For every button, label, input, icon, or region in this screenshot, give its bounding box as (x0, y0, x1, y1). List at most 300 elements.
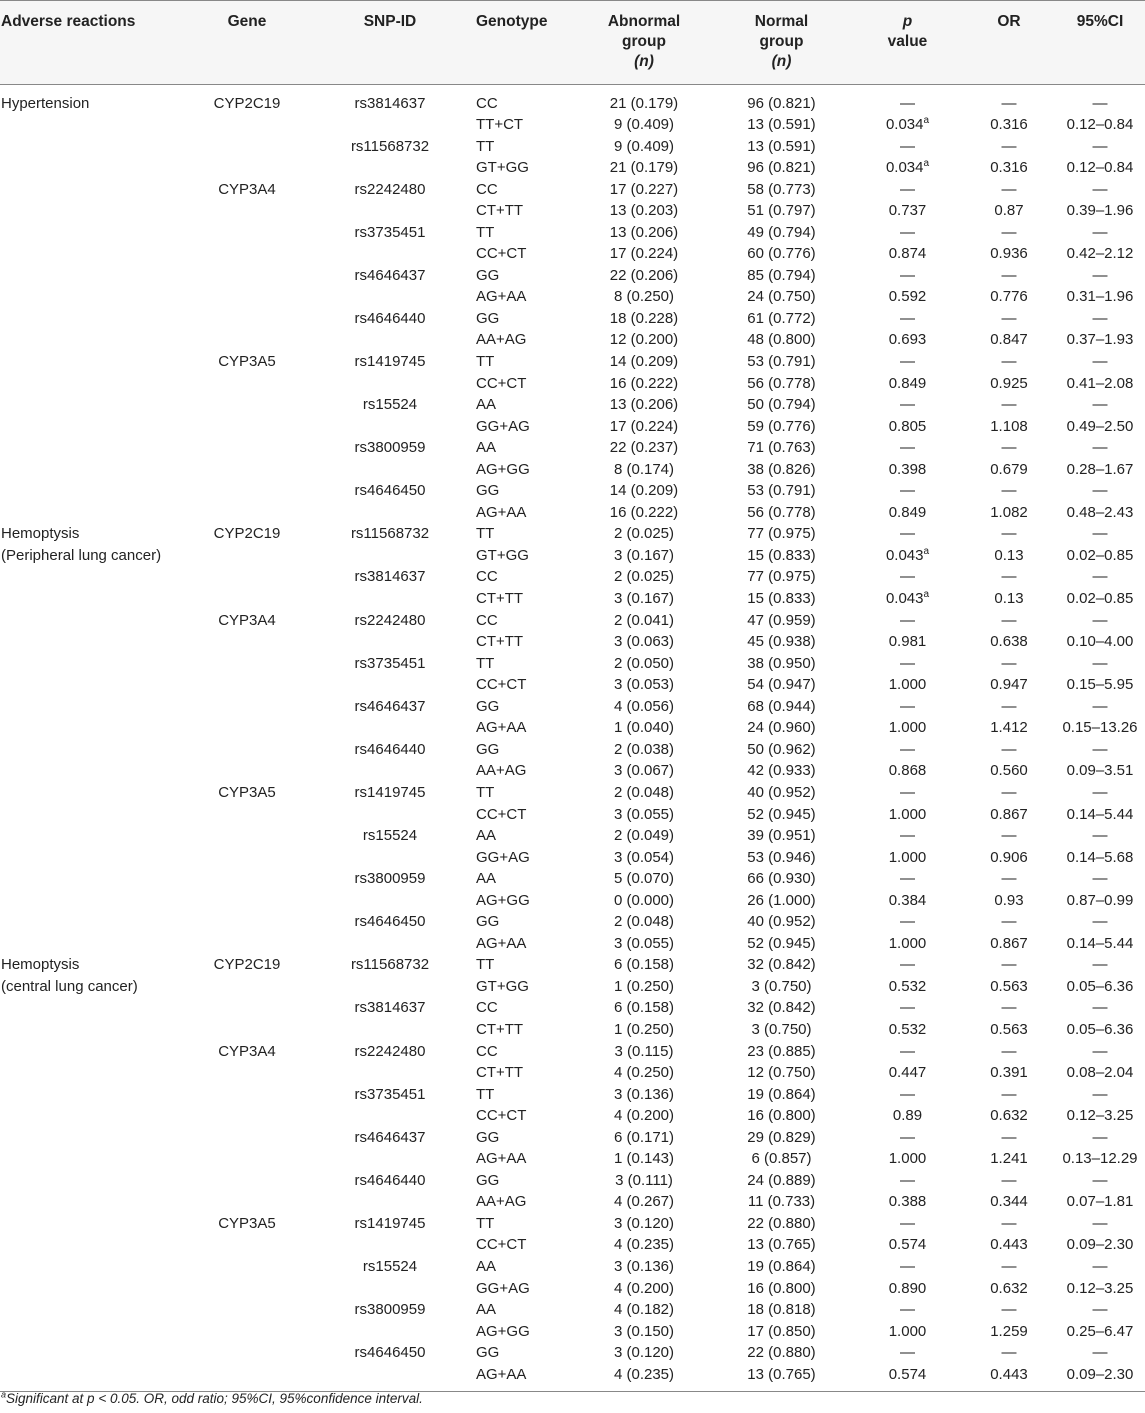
cell-ci-text: — (1092, 180, 1108, 198)
cell-p-value (852, 373, 963, 395)
cell-abnormal-group (577, 954, 711, 976)
table-row (0, 1191, 1145, 1213)
cell-adverse-reaction (0, 1105, 188, 1127)
cell-genotype-text: CC+CT (476, 1107, 527, 1125)
table-row (0, 1321, 1145, 1343)
cell-abnormal-group (577, 1127, 711, 1149)
cell-or (963, 782, 1055, 804)
cell-or-text: 0.925 (990, 374, 1028, 392)
cell-normal-group-text: 3 (0.750) (751, 1020, 812, 1038)
cell-genotype (474, 545, 577, 567)
cell-or (963, 200, 1055, 222)
cell-normal-group (711, 1084, 852, 1106)
cell-snp-id-text: rs11568732 (350, 956, 430, 974)
cell-ci (1055, 1062, 1145, 1084)
cell-or (963, 588, 1055, 610)
cell-gene (188, 308, 306, 330)
cell-abnormal-group (577, 394, 711, 416)
table-row (0, 394, 1145, 416)
cell-adverse-reaction (0, 394, 188, 416)
cell-p-value-text: 0.849 (888, 503, 927, 521)
cell-adverse-reaction (0, 286, 188, 308)
cell-snp-id (306, 1299, 474, 1321)
cell-p-value (852, 222, 963, 244)
cell-abnormal-group-text: 21 (0.179) (609, 95, 679, 112)
cell-adverse-reaction (0, 243, 188, 265)
cell-genotype (474, 265, 577, 287)
cell-normal-group (711, 85, 852, 115)
table-row (0, 976, 1145, 998)
cell-p-value (852, 1278, 963, 1300)
cell-abnormal-group (577, 1041, 711, 1063)
cell-genotype (474, 502, 577, 524)
cell-ci-text: 0.14–5.44 (1066, 805, 1134, 823)
cell-normal-group-text: 23 (0.885) (747, 1042, 816, 1060)
cell-p-value-text: 0.890 (888, 1279, 927, 1297)
table-row (0, 760, 1145, 782)
cell-normal-group-text: 24 (0.750) (747, 288, 816, 306)
cell-abnormal-group-text: 13 (0.206) (609, 223, 679, 241)
cell-adverse-reaction (0, 1213, 188, 1235)
header-normal-group-n: (n) (771, 53, 792, 70)
cell-normal-group (711, 1213, 852, 1235)
cell-snp-id (306, 1342, 474, 1364)
cell-ci-text: — (1092, 1257, 1108, 1275)
cell-normal-group (711, 523, 852, 545)
cell-gene (188, 1321, 306, 1343)
cell-genotype-text: AA (476, 439, 497, 457)
cell-genotype (474, 588, 577, 610)
cell-normal-group-text: 85 (0.794) (747, 266, 816, 284)
cell-normal-group-text: 13 (0.591) (747, 116, 816, 133)
cell-abnormal-group-text: 4 (0.267) (613, 1193, 675, 1211)
cell-gene (188, 480, 306, 502)
cell-or (963, 1084, 1055, 1106)
cell-or-text: 0.563 (990, 977, 1028, 995)
cell-adverse-reaction (0, 1127, 188, 1149)
header-abnormal-group-label: Abnormal group (607, 13, 681, 50)
cell-or (963, 1321, 1055, 1343)
cell-abnormal-group (577, 308, 711, 330)
table-header-row (0, 1, 1145, 85)
cell-p-value (852, 437, 963, 459)
cell-or (963, 351, 1055, 373)
cell-snp-id (306, 588, 474, 610)
cell-abnormal-group-text: 6 (0.158) (613, 999, 675, 1017)
cell-ci (1055, 1019, 1145, 1041)
cell-gene (188, 179, 306, 201)
table-row (0, 329, 1145, 351)
cell-gene (188, 631, 306, 653)
table-row (0, 351, 1145, 373)
cell-ci (1055, 588, 1145, 610)
cell-snp-id-text: rs4646450 (354, 1344, 426, 1362)
cell-p-value-text: — (900, 482, 915, 500)
cell-genotype (474, 653, 577, 675)
cell-ci (1055, 1191, 1145, 1213)
cell-normal-group (711, 588, 852, 610)
cell-abnormal-group (577, 1234, 711, 1256)
cell-genotype-text: TT (476, 956, 495, 974)
cell-adverse-reaction (0, 222, 188, 244)
cell-or-text: — (1001, 137, 1017, 155)
cell-adverse-reaction (0, 480, 188, 502)
cell-normal-group (711, 157, 852, 179)
cell-adverse-reaction (0, 373, 188, 395)
cell-or-text: — (1001, 396, 1017, 414)
cell-adverse-reaction (0, 717, 188, 739)
header-p-value-label: value (887, 33, 928, 50)
cell-genotype (474, 610, 577, 632)
cell-or-text: 1.241 (990, 1150, 1028, 1168)
cell-normal-group (711, 200, 852, 222)
cell-ci (1055, 868, 1145, 890)
cell-abnormal-group (577, 933, 711, 955)
cell-or-text: 1.412 (990, 719, 1028, 737)
cell-p-value-text: — (900, 1128, 915, 1146)
cell-ci-text: 0.48–2.43 (1066, 503, 1134, 521)
cell-normal-group-text: 24 (0.960) (747, 719, 816, 737)
cell-abnormal-group (577, 911, 711, 933)
cell-abnormal-group (577, 717, 711, 739)
cell-snp-id-text: rs3735451 (354, 654, 426, 672)
cell-adverse-reaction (0, 1084, 188, 1106)
cell-ci (1055, 954, 1145, 976)
table-row (0, 502, 1145, 524)
cell-adverse-reaction (0, 136, 188, 158)
cell-gene (188, 416, 306, 438)
cell-normal-group (711, 222, 852, 244)
cell-ci-text: — (1092, 1085, 1108, 1103)
header-adverse-reactions: Adverse reactions (0, 1, 188, 85)
cell-abnormal-group (577, 523, 711, 545)
cell-ci-text: — (1092, 999, 1108, 1017)
cell-p-value (852, 1127, 963, 1149)
cell-snp-id-text: rs15524 (362, 396, 418, 414)
cell-ci (1055, 437, 1145, 459)
cell-abnormal-group-text: 14 (0.209) (609, 482, 679, 500)
cell-normal-group (711, 825, 852, 847)
cell-abnormal-group (577, 739, 711, 761)
cell-normal-group-text: 51 (0.797) (747, 202, 816, 220)
cell-normal-group-text: 12 (0.750) (747, 1064, 816, 1082)
cell-adverse-reaction (0, 1170, 188, 1192)
cell-p-value-text: — (900, 180, 915, 198)
cell-or (963, 265, 1055, 287)
cell-gene (188, 911, 306, 933)
cell-or-text: — (1001, 740, 1017, 758)
cell-ci (1055, 739, 1145, 761)
cell-normal-group-text: 50 (0.962) (747, 740, 816, 758)
cell-p-value (852, 459, 963, 481)
cell-abnormal-group (577, 265, 711, 287)
cell-genotype (474, 523, 577, 545)
cell-p-value (852, 847, 963, 869)
cell-adverse-reaction (0, 782, 188, 804)
table-row (0, 804, 1145, 826)
cell-normal-group-text: 32 (0.842) (747, 956, 816, 974)
cell-normal-group-text: 13 (0.765) (747, 1236, 816, 1254)
cell-or (963, 437, 1055, 459)
cell-genotype-text: CC+CT (476, 805, 527, 823)
cell-ci-text: 0.87–0.99 (1066, 891, 1134, 909)
cell-ci-text: 0.10–4.00 (1066, 633, 1134, 651)
cell-genotype-text: AG+AA (476, 288, 527, 306)
cell-ci (1055, 200, 1145, 222)
cell-snp-id-text: rs2242480 (354, 180, 426, 198)
cell-normal-group (711, 1170, 852, 1192)
cell-abnormal-group (577, 85, 711, 115)
table-row (0, 1256, 1145, 1278)
cell-normal-group-text: 40 (0.952) (747, 783, 816, 801)
cell-snp-id (306, 933, 474, 955)
cell-normal-group (711, 610, 852, 632)
cell-p-value-text: — (900, 1042, 915, 1060)
cell-ci (1055, 1213, 1145, 1235)
cell-or-text: — (1001, 1128, 1017, 1146)
cell-genotype-text: GT+GG (476, 546, 529, 564)
cell-snp-id-text: rs4646440 (354, 740, 426, 758)
cell-p-value-text: — (900, 137, 915, 155)
table-row (0, 696, 1145, 718)
cell-gene (188, 545, 306, 567)
cell-or (963, 933, 1055, 955)
cell-or (963, 179, 1055, 201)
cell-adverse-reaction (0, 933, 188, 955)
cell-ci (1055, 480, 1145, 502)
cell-adverse-reaction (0, 804, 188, 826)
table-row (0, 459, 1145, 481)
cell-p-value (852, 1170, 963, 1192)
cell-genotype-text: AG+AA (476, 719, 527, 737)
cell-p-value-text: 0.034 (885, 159, 924, 177)
cell-genotype (474, 717, 577, 739)
cell-adverse-reaction-text: (central lung cancer) (1, 977, 138, 995)
cell-ci-text: — (1092, 1344, 1108, 1362)
cell-abnormal-group (577, 976, 711, 998)
cell-p-value (852, 394, 963, 416)
cell-adverse-reaction-text: Hemoptysis (1, 525, 80, 543)
cell-normal-group-text: 15 (0.833) (747, 546, 816, 564)
cell-ci-text: — (1092, 783, 1108, 801)
cell-p-value-text: 1.000 (888, 1150, 927, 1168)
cell-or-text: 0.93 (994, 891, 1024, 909)
cell-or-text: — (1001, 956, 1017, 974)
cell-abnormal-group-text: 2 (0.025) (613, 525, 675, 543)
cell-or-text: — (1001, 482, 1017, 500)
table-row (0, 265, 1145, 287)
cell-p-value-text: — (900, 697, 915, 715)
cell-ci-text: 0.14–5.68 (1066, 848, 1134, 866)
cell-adverse-reaction (0, 114, 188, 136)
cell-p-value (852, 114, 963, 136)
cell-snp-id-text: rs15524 (362, 827, 418, 845)
cell-genotype (474, 416, 577, 438)
table-row (0, 1041, 1145, 1063)
table-row (0, 1364, 1145, 1392)
cell-genotype-text: CT+TT (476, 1020, 524, 1038)
cell-normal-group (711, 351, 852, 373)
cell-p-value (852, 1062, 963, 1084)
cell-abnormal-group (577, 674, 711, 696)
cell-genotype (474, 847, 577, 869)
cell-snp-id (306, 976, 474, 998)
cell-genotype (474, 286, 577, 308)
cell-genotype-text: CC (476, 180, 498, 198)
cell-ci (1055, 286, 1145, 308)
cell-genotype (474, 243, 577, 265)
cell-abnormal-group-text: 4 (0.200) (613, 1107, 675, 1125)
cell-genotype-text: GG (476, 1128, 500, 1146)
cell-p-value-text: — (900, 870, 915, 888)
cell-snp-id-text: rs11568732 (350, 525, 430, 543)
cell-or-text: — (1001, 654, 1017, 672)
cell-normal-group (711, 394, 852, 416)
cell-or (963, 1062, 1055, 1084)
cell-p-value (852, 1019, 963, 1041)
cell-snp-id (306, 760, 474, 782)
header-gene: Gene (188, 1, 306, 85)
cell-normal-group-text: 45 (0.938) (747, 633, 816, 651)
cell-abnormal-group (577, 653, 711, 675)
cell-ci (1055, 1041, 1145, 1063)
cell-ci-text: 0.12–3.25 (1066, 1279, 1134, 1297)
cell-p-value-text: 0.034 (885, 116, 924, 133)
cell-genotype (474, 782, 577, 804)
cell-normal-group (711, 674, 852, 696)
cell-p-value-text: — (900, 353, 915, 371)
cell-or-text: 1.108 (990, 417, 1028, 435)
cell-ci (1055, 265, 1145, 287)
cell-normal-group (711, 1127, 852, 1149)
cell-snp-id-text: rs4646437 (354, 697, 426, 715)
cell-snp-id (306, 373, 474, 395)
cell-snp-id (306, 179, 474, 201)
cell-abnormal-group (577, 782, 711, 804)
cell-snp-id (306, 1321, 474, 1343)
cell-abnormal-group-text: 4 (0.182) (613, 1301, 675, 1319)
cell-abnormal-group (577, 136, 711, 158)
cell-normal-group (711, 265, 852, 287)
cell-genotype-text: GG (476, 1344, 500, 1362)
cell-gene (188, 329, 306, 351)
cell-ci (1055, 222, 1145, 244)
cell-normal-group (711, 1191, 852, 1213)
cell-normal-group (711, 1299, 852, 1321)
cell-p-value (852, 610, 963, 632)
cell-genotype-text: AA (476, 1257, 497, 1275)
cell-or (963, 1041, 1055, 1063)
cell-ci (1055, 717, 1145, 739)
cell-p-value-text: — (900, 95, 915, 112)
cell-normal-group-text: 53 (0.791) (747, 482, 816, 500)
cell-snp-id-text: rs3800959 (354, 439, 426, 457)
cell-ci-text: — (1092, 309, 1108, 327)
cell-genotype (474, 696, 577, 718)
cell-ci (1055, 1105, 1145, 1127)
cell-snp-id (306, 286, 474, 308)
cell-or-text: 0.906 (990, 848, 1028, 866)
cell-gene (188, 1127, 306, 1149)
cell-gene (188, 1170, 306, 1192)
table-row (0, 1278, 1145, 1300)
cell-snp-id-text: rs3814637 (354, 999, 426, 1017)
cell-snp-id (306, 437, 474, 459)
cell-normal-group (711, 1321, 852, 1343)
table-row (0, 373, 1145, 395)
cell-or (963, 804, 1055, 826)
cell-or-text: — (1001, 1085, 1017, 1103)
cell-adverse-reaction (0, 1299, 188, 1321)
cell-abnormal-group (577, 566, 711, 588)
cell-or-text: — (1001, 999, 1017, 1017)
table-footnote (1, 1391, 423, 1406)
cell-normal-group (711, 136, 852, 158)
cell-or (963, 1299, 1055, 1321)
cell-normal-group (711, 717, 852, 739)
cell-p-value-text: 0.592 (888, 288, 927, 306)
cell-adverse-reaction (0, 1148, 188, 1170)
cell-or-text: 0.867 (990, 805, 1028, 823)
cell-genotype-text: GG (476, 913, 500, 931)
cell-genotype (474, 868, 577, 890)
cell-adverse-reaction (0, 1191, 188, 1213)
cell-ci (1055, 610, 1145, 632)
cell-adverse-reaction (0, 1234, 188, 1256)
cell-normal-group (711, 933, 852, 955)
cell-snp-id (306, 610, 474, 632)
cell-or-text: — (1001, 783, 1017, 801)
cell-genotype-text: TT (476, 783, 495, 801)
cell-p-value (852, 588, 963, 610)
cell-or-text: 0.316 (990, 159, 1028, 177)
cell-gene (188, 459, 306, 481)
cell-normal-group (711, 502, 852, 524)
cell-abnormal-group (577, 825, 711, 847)
cell-adverse-reaction (0, 760, 188, 782)
cell-or (963, 1105, 1055, 1127)
cell-genotype-text: CC (476, 999, 498, 1017)
cell-abnormal-group-text: 1 (0.250) (613, 977, 675, 995)
cell-p-value (852, 308, 963, 330)
cell-normal-group-text: 53 (0.946) (747, 848, 816, 866)
cell-ci-text: — (1092, 1171, 1108, 1189)
cell-p-value-text: — (900, 309, 915, 327)
table-row (0, 1170, 1145, 1192)
cell-abnormal-group-text: 2 (0.038) (613, 740, 675, 758)
cell-snp-id (306, 1041, 474, 1063)
table-row (0, 653, 1145, 675)
cell-ci-text: 0.09–3.51 (1066, 762, 1134, 780)
cell-genotype (474, 308, 577, 330)
cell-genotype (474, 136, 577, 158)
table-row (0, 1213, 1145, 1235)
cell-normal-group (711, 1041, 852, 1063)
cell-normal-group (711, 1148, 852, 1170)
cell-genotype (474, 1213, 577, 1235)
cell-abnormal-group (577, 416, 711, 438)
cell-abnormal-group (577, 157, 711, 179)
cell-abnormal-group-text: 2 (0.050) (613, 654, 675, 672)
cell-ci-text: — (1092, 870, 1108, 888)
cell-normal-group (711, 1019, 852, 1041)
cell-genotype (474, 631, 577, 653)
cell-normal-group-text: 26 (1.000) (747, 891, 816, 909)
cell-genotype-text: CC (476, 95, 498, 112)
cell-normal-group (711, 890, 852, 912)
cell-p-value-text: 1.000 (888, 805, 927, 823)
cell-genotype (474, 329, 577, 351)
